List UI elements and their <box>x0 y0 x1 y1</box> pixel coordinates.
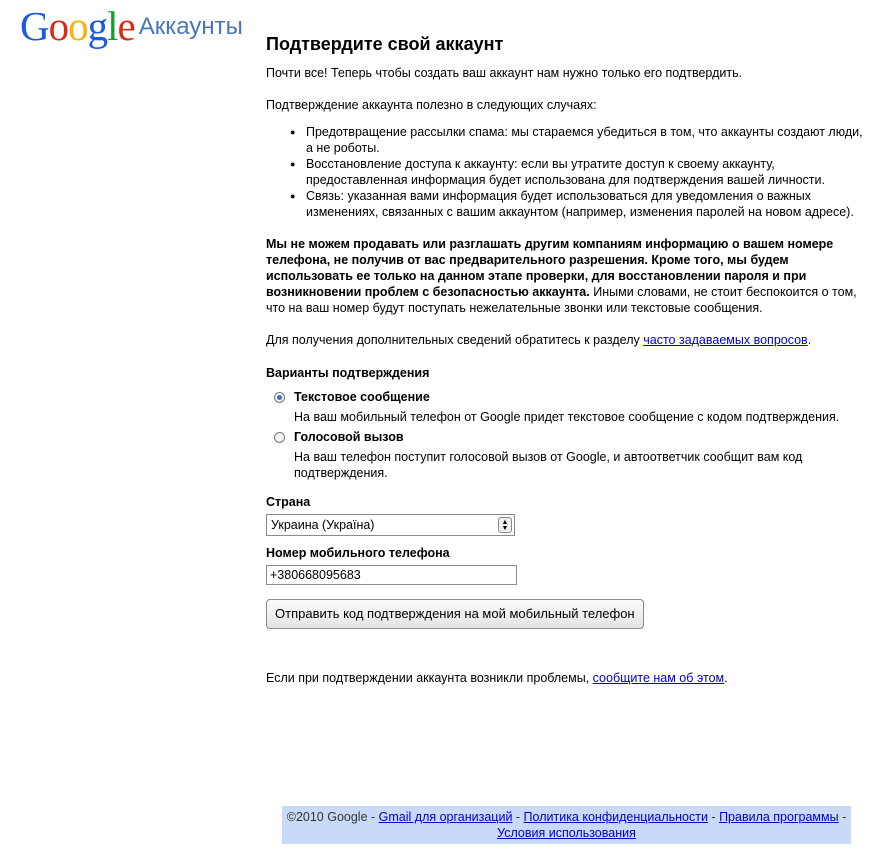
list-item: ● Предотвращение рассылки спама: мы стараемся убедиться в том, что аккаунты создают люди, а не роботы. <box>306 124 866 156</box>
sms-radio[interactable] <box>274 392 285 403</box>
privacy-bold: Мы не можем продавать или разглашать другим компаниям информацию о вашем номере телефона, не получив от вас предварительного разрешения. Кроме того, мы будем использовать ее только на данном этапе проверки, для восстановлении пароля и при возникновении проблем с безопасностью аккаунта. <box>266 237 834 299</box>
updown-arrow-icon[interactable]: ▲ ▼ <box>498 517 512 533</box>
copyright: ©2010 Google <box>286 810 368 824</box>
country-value: Украина (Україна) <box>271 518 375 532</box>
list-item: ● Восстановление доступа к аккаунту: если вы утратите доступ к своему аккаунту, предоставленная информация будет использована для подтверждения вашей личности. <box>306 156 866 188</box>
privacy-rest: Иными словами, не стоит беспокоится о том, что на ваш номер будут поступать нежелательные звонки или текстовые сообщения. <box>266 285 857 315</box>
privacy-note <box>266 236 866 316</box>
send-code-button[interactable]: Отправить код подтверждения на мой мобильный телефон <box>266 599 644 629</box>
country-label: Страна <box>266 495 311 509</box>
voice-title: Голосовой вызов <box>294 430 404 444</box>
page-title: Подтвердите свой аккаунт <box>266 34 504 54</box>
footer-link-terms[interactable]: Условия использования <box>497 826 636 840</box>
option-voice[interactable] <box>266 429 866 481</box>
country-select[interactable] <box>266 514 515 536</box>
google-accounts-logo[interactable] <box>20 4 243 48</box>
voice-desc: На ваш телефон поступит голосовой вызов от Google, и автоответчик сообщит вам код подтверждения. <box>294 450 803 480</box>
google-logo: Google <box>20 3 135 49</box>
problem-text: Если при подтверждении аккаунта возникли проблемы, сообщите нам об этом. <box>266 671 728 685</box>
list-item: ● Связь: указанная вами информация будет использоваться для уведомления о важных изменениях, связанных с вашим аккаунтом (например, изменения паролей на новом адресе). <box>306 188 866 220</box>
product-name: Аккаунты <box>138 13 243 40</box>
main-content <box>266 32 866 686</box>
intro-text: Почти все! Теперь чтобы создать ваш аккаунт нам нужно только его подтвердить. <box>266 66 743 80</box>
option-sms[interactable] <box>266 389 866 425</box>
footer: ©2010 Google - Gmail для организаций - Политика конфиденциальности - Правила программы - Условия использования <box>282 806 851 844</box>
useful-heading: Подтверждение аккаунта полезно в следующих случаях: <box>266 98 597 112</box>
faq-link[interactable]: часто задаваемых вопросов <box>643 333 808 347</box>
report-problem-link[interactable]: сообщите нам об этом <box>592 671 725 685</box>
sms-title: Текстовое сообщение <box>294 390 430 404</box>
phone-label: Номер мобильного телефона <box>266 546 450 560</box>
footer-link-gmail[interactable]: Gmail для организаций <box>378 810 513 824</box>
phone-input[interactable]: +380668095683 <box>266 565 517 585</box>
voice-radio[interactable] <box>274 432 285 443</box>
sms-desc: На ваш мобильный телефон от Google придет текстовое сообщение с кодом подтверждения. <box>294 410 840 424</box>
faq-text: Для получения дополнительных сведений обратитесь к разделу часто задаваемых вопросов. <box>266 333 812 347</box>
options-heading: Варианты подтверждения <box>266 366 430 380</box>
footer-link-program-policies[interactable]: Правила программы <box>719 810 839 824</box>
reasons-list <box>266 124 866 220</box>
footer-link-privacy[interactable]: Политика конфиденциальности <box>523 810 708 824</box>
